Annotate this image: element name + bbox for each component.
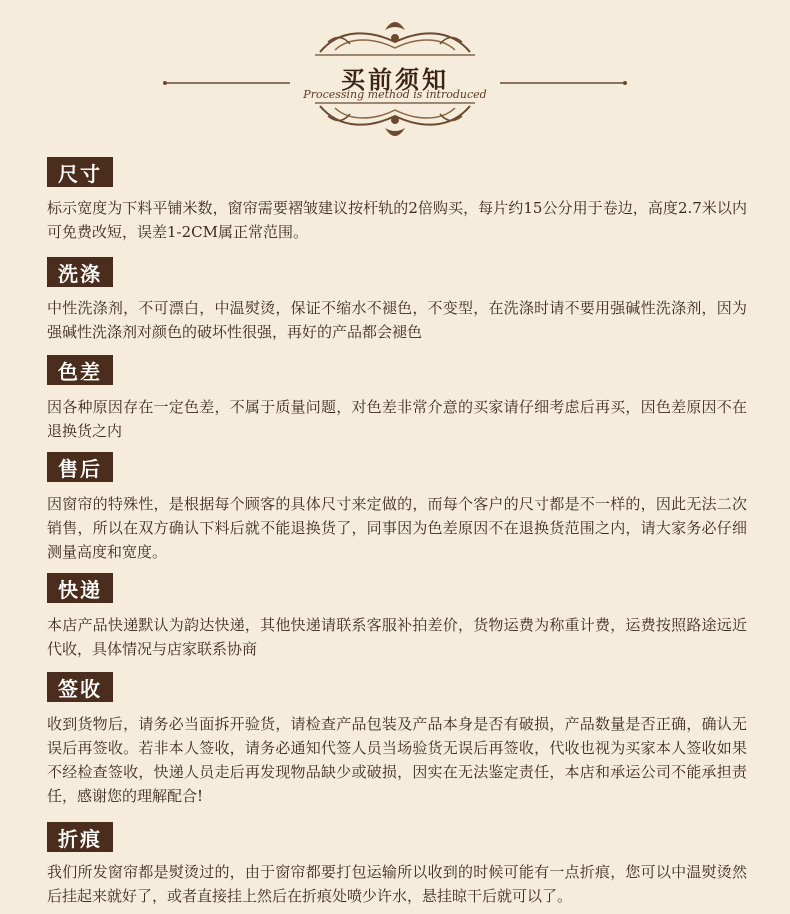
section-text: 因窗帘的特殊性，是根据每个顾客的具体尺寸来定做的，而每个客户的尺寸都是不一样的，因此无法二次销售，所以在双方确认下料后就不能退换货了，同事因为色差原因不在退换货范围之内，请大家务必仔细测量高度和宽度。 [47, 495, 747, 561]
section-tag: 快递 [47, 573, 113, 603]
page-title: 买前须知 [341, 65, 449, 94]
section-text: 因各种原因存在一定色差，不属于质量问题，对色差非常介意的买家请仔细考虑后再买，因色差原因不在退换货之内 [47, 398, 747, 440]
header-banner [0, 0, 790, 150]
page-subtitle: Processing method is introduced [303, 88, 487, 101]
section-text: 本店产品快递默认为韵达快递，其他快递请联系客服补拍差价，货物运费为称重计费，运费按照路途远近代收，具体情况与店家联系协商 [47, 616, 747, 658]
section-text: 标示宽度为下料平铺米数，窗帘需要褶皱建议按杆轨的2倍购买，每片约15公分用于卷边，高度2.7米以内可免费改短，误差1-2CM属正常范围。 [47, 199, 747, 241]
section-tag: 色差 [47, 355, 113, 385]
section-tag: 售后 [47, 452, 113, 482]
section-tag: 签收 [47, 672, 113, 702]
section-tag: 尺寸 [47, 157, 113, 187]
section-text: 中性洗涤剂，不可漂白，中温熨烫，保证不缩水不褪色，不变型，在洗涤时请不要用强碱性洗涤剂，因为强碱性洗涤剂对颜色的破坏性很强，再好的产品都会褪色 [47, 299, 747, 341]
section-tag: 折痕 [47, 822, 113, 852]
section-text: 我们所发窗帘都是熨烫过的，由于窗帘都要打包运输所以收到的时候可能有一点折痕，您可以中温熨烫然后挂起来就好了，或者直接挂上然后在折痕处喷少许水，悬挂晾干后就可以了。 [47, 863, 747, 905]
section-tag: 洗涤 [47, 257, 113, 287]
section-text: 收到货物后，请务必当面拆开验货，请检查产品包装及产品本身是否有破损，产品数量是否正确，确认无误后再签收。若非本人签收，请务必通知代签人员当场验货无误后再签收，代收也视为买家本人签收如果不经检查签收，快递人员走后再发现物品缺少或破损，因实在无法鉴定责任，本店和承运公司不能承担责任，感谢您的理解配合! [47, 715, 747, 805]
